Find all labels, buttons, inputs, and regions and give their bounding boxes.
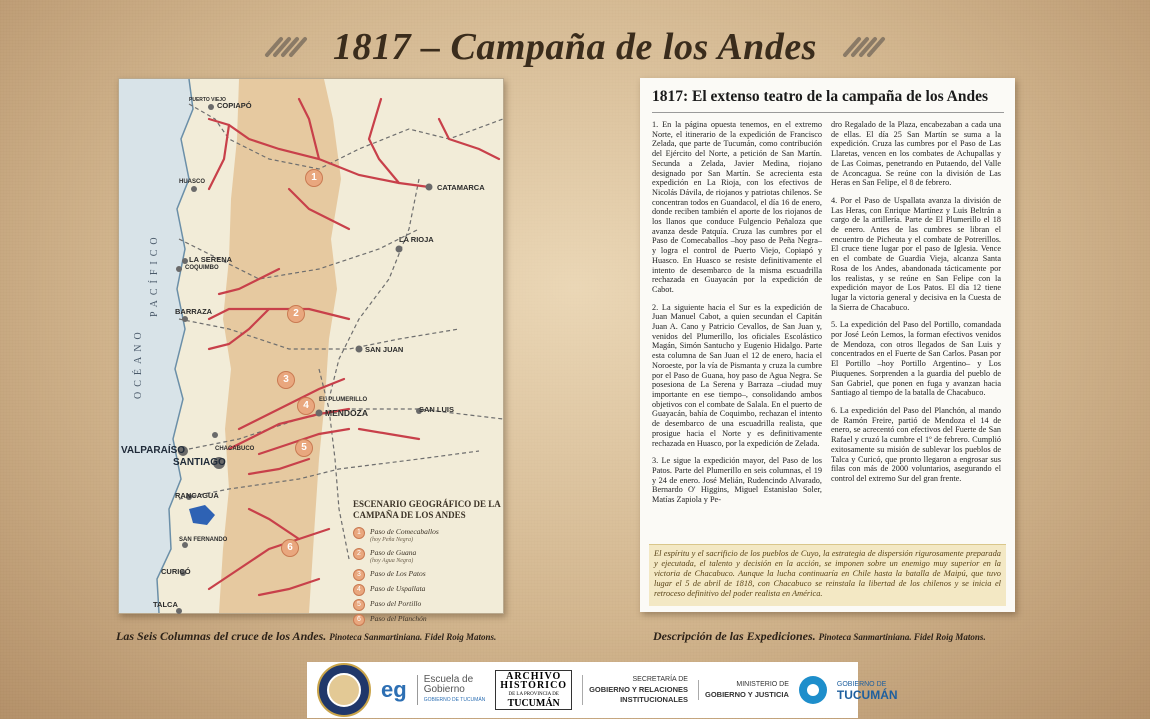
- map-legend: [353, 499, 501, 629]
- map-caption-source: Pinoteca Sanmartiniana. Fidel Roig Matons.: [329, 632, 497, 642]
- ocean-label-1: OCÉANO: [133, 327, 144, 399]
- gobierno-tucuman-icon: [799, 676, 827, 704]
- description-caption: [653, 629, 986, 644]
- city-mendoza: MENDOZA: [325, 408, 368, 418]
- legend-sublabel: (hoy Peña Negra): [370, 537, 413, 543]
- paragraph: 4. Por el Paso de Uspallata avanza la división de Las Heras, con Enrique Martínez y Luis Beltrán a cargo de la artillería. Parte de El Plumerillo el 18 de enero. Antes de las cumbres se libran el encuentro de Picheuta y el combate de Potrerillos. El cruce tiene lugar por el paso de Iglesia. Vence en el combate de Guardia Vieja, alcanza Santa Rosa de los Andes, abandonada tácticamente por los realistas, y se reúne en San Felipe con la expedición mayor de Los Patos. El día 12 tiene lugar la victoria general y decisiva en la Cuesta de la Sierra de Chacabuco.: [831, 195, 1001, 312]
- paragraph: 2. La siguiente hacia el Sur es la expedición de Juan Manuel Cabot, a quien secundan el Capitán Juan A. Cano y Patricio Cevallos, de San Juan y, venidos del Plumerillo, los oficiales Escolástico Magán, Simón Santucho y Eugenio Hidalgo. Parte esta columna de San Juan el 12 de enero, hacia el Noroeste, por la vía de Pismanta y cruza la cumbre por el Paso de Guana, hoy paso de Agua Negra. Se posesiona de La Serena y Barraza –ciudad muy importante en ese tiempo–, consolidando ambos objetivos con el combate de Salala. En el puerto de Guayacán, bahía de Coquimbo, rechazan el intento de desembarco de una escuadrilla realista, que prosigue hacia el Norte y es definitivamente rechazada en Huasco, por la expedición de Zelada.: [652, 302, 822, 448]
- map-caption-main: Las Seis Columnas del cruce de los Andes.: [116, 629, 327, 643]
- highlight-quote: El espíritu y el sacrificio de los pueblos de Cuyo, la estrategia de dispersión rigurosamente preparada y ejecutada, el talento y decisión en la acción, se imponen sobre un enemigo muy superior en la victoria de Chacabuco. Aunque la lucha continuaría en Chile hasta la batalla de Maipú, que tuvo lugar el 5 de abril de 1818, con Chacabuco se reinstala la libertad de los chilenos y se inicia el retroceso definitivo del poder realista en América.: [649, 544, 1006, 606]
- secretaria-logo: SECRETARÍA DE GOBIERNO Y RELACIONES INSTITUCIONALES: [582, 675, 688, 705]
- description-heading: 1817: El extenso teatro de la campaña de los Andes: [652, 88, 988, 105]
- text-column-right: [831, 120, 1001, 492]
- legend-item: [353, 548, 501, 566]
- city-santiago: SANTIAGO: [173, 457, 226, 468]
- legend-label: Paso del Portillo: [370, 599, 422, 608]
- legend-number: 4: [353, 584, 365, 596]
- legend-item: [353, 527, 501, 545]
- city-el-plumerillo: EL PLUMERILLO: [319, 397, 368, 403]
- description-caption-main: Descripción de las Expediciones.: [653, 629, 816, 643]
- city-chacabuco: CHACABUCO: [215, 446, 255, 452]
- eg-logo: eg: [381, 677, 407, 702]
- city-catamarca: CATAMARCA: [437, 183, 485, 192]
- paragraph: 6. La expedición del Paso del Planchón, al mando de Ramón Freire, partió de Mendoza el 14 de enero, se acrecentó con efectivos del Fuerte de San Rafael y cruzó la cumbre el 1º de febrero. Cumplió exitosamente su misión de sublevar los pueblos de Talca y Curicó, que pronto llegaron a engrosar sus filas con más de 2000 voluntarios, asegurando el control del extremo Sur del gran frente.: [831, 405, 1001, 483]
- legend-sublabel: (hoy Agua Negra): [370, 558, 414, 564]
- city-huasco: HUASCO: [179, 179, 206, 185]
- provincial-seal-icon: [317, 663, 371, 717]
- gobierno-tucuman-logo: GOBIERNO DE TUCUMÁN: [836, 681, 898, 702]
- city-curico: CURICÓ: [161, 567, 191, 576]
- description-panel: [640, 78, 1015, 612]
- city-san-luis: SAN LUIS: [419, 405, 455, 414]
- paragraph: 5. La expedición del Paso del Portillo, comandada por José León Lemos, la forman efectivos venidos de Mendoza, con otros llegados de San Luis y concentrados en el Fuerte de San Carlos. Pasan por El Portillo –hoy Portillo Argentino– y Los Piuquenes. Sorprenden a la guardia del pueblo de San Gabriel, que ponen en fuga y avanzan hacia Santiago al tiempo de la batalla de Chacabuco.: [831, 320, 1001, 398]
- campaign-map: [118, 78, 504, 623]
- page-title: 1817 – Campaña de los Andes: [333, 26, 817, 68]
- ocean-label-2: PACÍFICO: [149, 232, 160, 317]
- legend-item: [353, 569, 501, 581]
- city-san-juan: SAN JUAN: [365, 345, 404, 354]
- sponsor-footer: [307, 662, 898, 718]
- city-talca: TALCA: [153, 600, 178, 609]
- city-rancagua: RANCAGUA: [175, 491, 219, 500]
- text-column-left: [652, 120, 822, 513]
- city-la-serena: LA SERENA: [189, 255, 233, 264]
- archivo-historico-logo: ARCHIVO HISTÓRICO DE LA PROVINCIA DE TUCUMÁN: [495, 670, 572, 710]
- route-marker-2: 2: [287, 305, 305, 323]
- legend-item: [353, 614, 501, 626]
- left-flourish-icon: [263, 35, 315, 59]
- route-marker-4: 4: [297, 397, 315, 415]
- legend-item: [353, 599, 501, 611]
- legend-number: 6: [353, 614, 365, 626]
- legend-label: Paso de Guana: [370, 548, 417, 557]
- legend-label: Paso del Planchón: [370, 614, 427, 623]
- route-marker-5: 5: [295, 439, 313, 457]
- ministerio-logo: MINISTERIO DE GOBIERNO Y JUSTICIA: [698, 680, 789, 700]
- escuela-de-gobierno-logo: Escuela de Gobierno GOBIERNO DE TUCUMÁN: [417, 675, 486, 705]
- city-la-rioja: LA RIOJA: [399, 235, 434, 244]
- legend-label: Paso de Comecaballos: [370, 527, 439, 536]
- legend-number: 2: [353, 548, 365, 560]
- route-marker-6: 6: [281, 539, 299, 557]
- city-valparaiso: VALPARAÍSO: [121, 445, 186, 456]
- city-coquimbo: COQUIMBO: [185, 265, 219, 271]
- page-title-bar: [0, 22, 1150, 72]
- map-caption: [116, 629, 496, 644]
- description-caption-source: Pinoteca Sanmartiniana. Fidel Roig Matons.: [818, 632, 986, 642]
- legend-number: 3: [353, 569, 365, 581]
- city-barraza: BARRAZA: [175, 307, 213, 316]
- route-marker-3: 3: [277, 371, 295, 389]
- legend-title: ESCENARIO GEOGRÁFICO DE LA CAMPAÑA DE LOS ANDES: [353, 499, 501, 520]
- paragraph: 1. En la página opuesta tenemos, en el extremo Norte, el itinerario de la expedición de Francisco Zelada, que parte de Tucumán, como contribución del Ejército del Norte, a petición de San Martín. Secunda a Zelada, Javier Medina, riojano designado por San Martín. Se acrecienta esta expedición en La Rioja, con los efectivos de Nicolás Dávila, de riojanos y patriotas chilenos. Se concentran todos en Guandacol, el día 16 de enero, donde reciben también el aporte de los riojanos de los llanos que conduce Fulgencio Peñaloza que avanza desde Patquía. Cruza las cumbres por el Paso de Comecaballos –hoy paso de Peña Negra– y logra el control de Puerto Viejo, Copiapó y Huasco. En Huasco se resiste definitivamente el intento de desembarco de la misma escuadrilla rechazada en Guayacán por la expedición de Cabot.: [652, 120, 822, 294]
- heading-divider: [652, 112, 1004, 113]
- legend-number: 5: [353, 599, 365, 611]
- right-flourish-icon: [835, 35, 887, 59]
- legend-label: Paso de Los Patos: [370, 569, 426, 578]
- city-san-fernando: SAN FERNANDO: [179, 537, 228, 543]
- legend-item: [353, 584, 501, 596]
- paragraph: 3. Le sigue la expedición mayor, del Paso de los Patos. Parte del Plumerillo en seis columnas, el 19 y 24 de enero. José Melián, Rudencindo Alvarado, Bernardo O' Higgins, Miguel Estanislao Soler, Matías Zapiola y Pe-: [652, 456, 822, 505]
- paragraph: dro Regalado de la Plaza, encabezaban a cada una de ellas. El día 25 San Martín se suma a la expedición. Cruza las cumbres por el Paso de Las Llaretas, vencen en los combates de Achupallas y de Las Coimas, penetrando en Putaendo, del Valle de Aconcagua. Se reúne con la división de Las Heras en San Felipe, el 8 de febrero.: [831, 120, 1001, 188]
- legend-label: Paso de Uspallata: [370, 584, 426, 593]
- city-puerto-viejo: PUERTO VIEJO: [189, 97, 226, 103]
- city-copiapo: COPIAPÓ: [217, 101, 252, 110]
- legend-number: 1: [353, 527, 365, 539]
- route-marker-1: 1: [305, 169, 323, 187]
